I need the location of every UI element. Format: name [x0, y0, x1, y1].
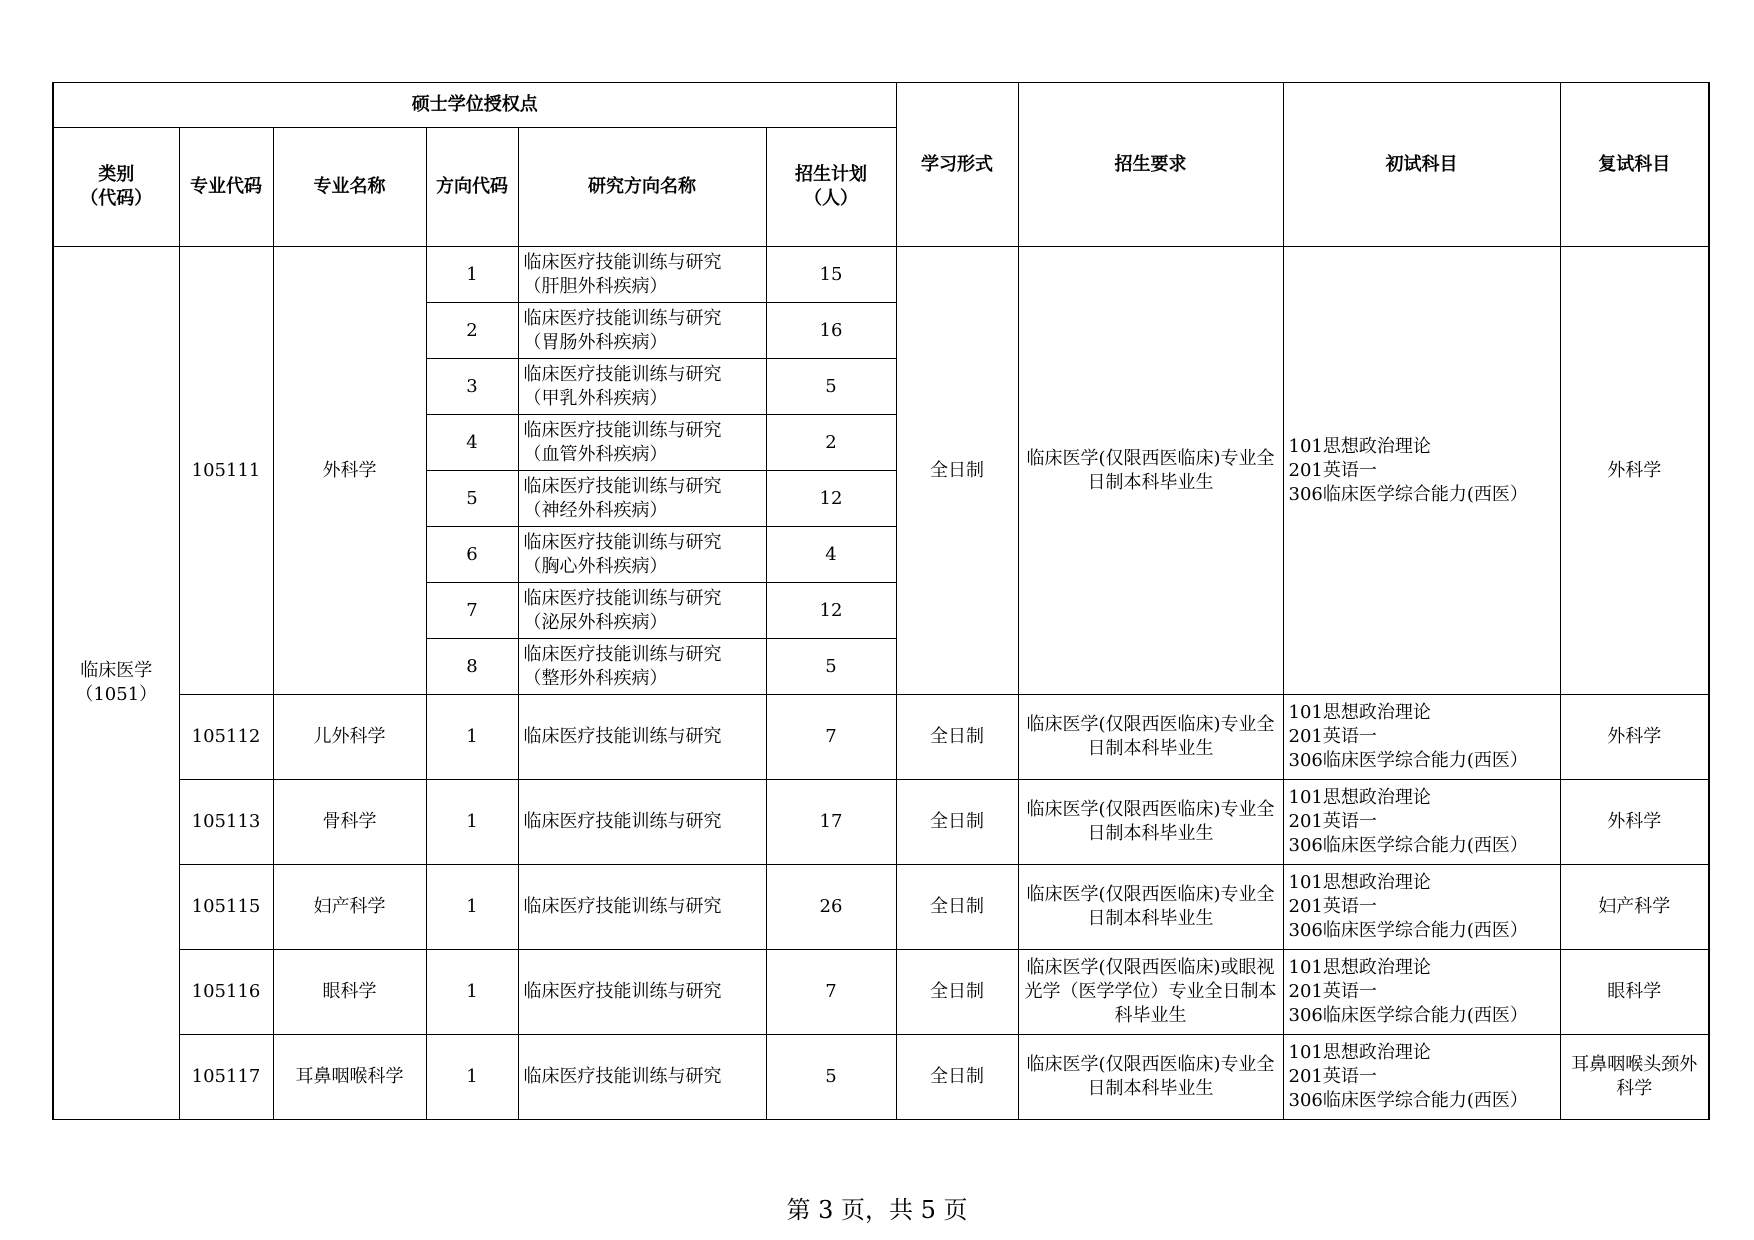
table-row — [53, 780, 1709, 865]
first-exam-cell: 101思想政治理论 201英语一 306临床医学综合能力(西医） — [1283, 695, 1560, 780]
direction-name-cell: 临床医疗技能训练与研究 （肝胆外科疾病） — [518, 247, 766, 303]
direction-code-cell: 1 — [426, 950, 518, 1035]
plan-cell: 12 — [766, 471, 896, 527]
study-mode-cell: 全日制 — [896, 865, 1018, 950]
requirement-cell: 临床医学(仅限西医临床)或眼视光学（医学学位）专业全日制本科毕业生 — [1018, 950, 1283, 1035]
study-mode-cell: 全日制 — [896, 247, 1018, 695]
major-code-cell: 105113 — [179, 780, 273, 865]
direction-name-cell: 临床医疗技能训练与研究 — [518, 1035, 766, 1120]
direction-name-cell: 临床医疗技能训练与研究 — [518, 865, 766, 950]
header-degree-group: 硕士学位授权点 — [53, 83, 896, 128]
requirement-cell: 临床医学(仅限西医临床)专业全日制本科毕业生 — [1018, 780, 1283, 865]
major-name-cell: 妇产科学 — [273, 865, 426, 950]
retest-cell: 妇产科学 — [1560, 865, 1709, 950]
major-code-cell: 105115 — [179, 865, 273, 950]
direction-code-cell: 1 — [426, 695, 518, 780]
first-exam-cell: 101思想政治理论 201英语一 306临床医学综合能力(西医） — [1283, 780, 1560, 865]
major-code-cell: 105111 — [179, 247, 273, 695]
table-row — [53, 695, 1709, 780]
plan-cell: 17 — [766, 780, 896, 865]
study-mode-cell: 全日制 — [896, 1035, 1018, 1120]
direction-name-cell: 临床医疗技能训练与研究 （整形外科疾病） — [518, 639, 766, 695]
plan-cell: 12 — [766, 583, 896, 639]
first-exam-cell: 101思想政治理论 201英语一 306临床医学综合能力(西医） — [1283, 950, 1560, 1035]
header-requirement: 招生要求 — [1018, 83, 1283, 247]
plan-cell: 5 — [766, 359, 896, 415]
header-category: 类别 （代码） — [53, 128, 179, 247]
header-direction-name: 研究方向名称 — [518, 128, 766, 247]
header-retest: 复试科目 — [1560, 83, 1709, 247]
plan-cell: 7 — [766, 950, 896, 1035]
direction-code-cell: 1 — [426, 780, 518, 865]
retest-cell: 外科学 — [1560, 247, 1709, 695]
major-name-cell: 外科学 — [273, 247, 426, 695]
retest-cell: 外科学 — [1560, 695, 1709, 780]
direction-code-cell: 1 — [426, 865, 518, 950]
retest-cell: 外科学 — [1560, 780, 1709, 865]
direction-name-cell: 临床医疗技能训练与研究 — [518, 780, 766, 865]
study-mode-cell: 全日制 — [896, 950, 1018, 1035]
direction-code-cell: 7 — [426, 583, 518, 639]
major-code-cell: 105116 — [179, 950, 273, 1035]
direction-code-cell: 3 — [426, 359, 518, 415]
direction-name-cell: 临床医疗技能训练与研究 （泌尿外科疾病） — [518, 583, 766, 639]
direction-code-cell: 8 — [426, 639, 518, 695]
table-row — [53, 1035, 1709, 1120]
first-exam-cell: 101思想政治理论 201英语一 306临床医学综合能力(西医） — [1283, 865, 1560, 950]
plan-cell: 4 — [766, 527, 896, 583]
direction-name-cell: 临床医疗技能训练与研究 （血管外科疾病） — [518, 415, 766, 471]
header-major-name: 专业名称 — [273, 128, 426, 247]
plan-cell: 16 — [766, 303, 896, 359]
admission-table — [52, 82, 1710, 1120]
requirement-cell: 临床医学(仅限西医临床)专业全日制本科毕业生 — [1018, 1035, 1283, 1120]
direction-name-cell: 临床医疗技能训练与研究 （胸心外科疾病） — [518, 527, 766, 583]
requirement-cell: 临床医学(仅限西医临床)专业全日制本科毕业生 — [1018, 695, 1283, 780]
retest-cell: 眼科学 — [1560, 950, 1709, 1035]
first-exam-cell: 101思想政治理论 201英语一 306临床医学综合能力(西医） — [1283, 1035, 1560, 1120]
direction-code-cell: 2 — [426, 303, 518, 359]
direction-name-cell: 临床医疗技能训练与研究 （胃肠外科疾病） — [518, 303, 766, 359]
plan-cell: 5 — [766, 1035, 896, 1120]
direction-name-cell: 临床医疗技能训练与研究 — [518, 950, 766, 1035]
plan-cell: 15 — [766, 247, 896, 303]
header-direction-code: 方向代码 — [426, 128, 518, 247]
direction-name-cell: 临床医疗技能训练与研究 — [518, 695, 766, 780]
page-footer: 第 3 页，共 5 页 — [786, 1196, 968, 1224]
major-name-cell: 儿外科学 — [273, 695, 426, 780]
requirement-cell: 临床医学(仅限西医临床)专业全日制本科毕业生 — [1018, 865, 1283, 950]
plan-cell: 7 — [766, 695, 896, 780]
direction-code-cell: 5 — [426, 471, 518, 527]
direction-name-cell: 临床医疗技能训练与研究 （甲乳外科疾病） — [518, 359, 766, 415]
requirement-cell: 临床医学(仅限西医临床)专业全日制本科毕业生 — [1018, 247, 1283, 695]
major-name-cell: 骨科学 — [273, 780, 426, 865]
direction-code-cell: 1 — [426, 247, 518, 303]
category-cell: 临床医学 （1051） — [53, 247, 179, 1120]
plan-cell: 26 — [766, 865, 896, 950]
study-mode-cell: 全日制 — [896, 695, 1018, 780]
plan-cell: 2 — [766, 415, 896, 471]
direction-code-cell: 4 — [426, 415, 518, 471]
header-first-exam: 初试科目 — [1283, 83, 1560, 247]
header-major-code: 专业代码 — [179, 128, 273, 247]
major-name-cell: 耳鼻咽喉科学 — [273, 1035, 426, 1120]
header-study-mode: 学习形式 — [896, 83, 1018, 247]
first-exam-cell: 101思想政治理论 201英语一 306临床医学综合能力(西医） — [1283, 247, 1560, 695]
retest-cell: 耳鼻咽喉头颈外科学 — [1560, 1035, 1709, 1120]
plan-cell: 5 — [766, 639, 896, 695]
header-plan: 招生计划 （人） — [766, 128, 896, 247]
major-code-cell: 105117 — [179, 1035, 273, 1120]
major-code-cell: 105112 — [179, 695, 273, 780]
direction-code-cell: 6 — [426, 527, 518, 583]
major-name-cell: 眼科学 — [273, 950, 426, 1035]
table-row — [53, 865, 1709, 950]
table-row — [53, 950, 1709, 1035]
direction-name-cell: 临床医疗技能训练与研究 （神经外科疾病） — [518, 471, 766, 527]
direction-code-cell: 1 — [426, 1035, 518, 1120]
study-mode-cell: 全日制 — [896, 780, 1018, 865]
